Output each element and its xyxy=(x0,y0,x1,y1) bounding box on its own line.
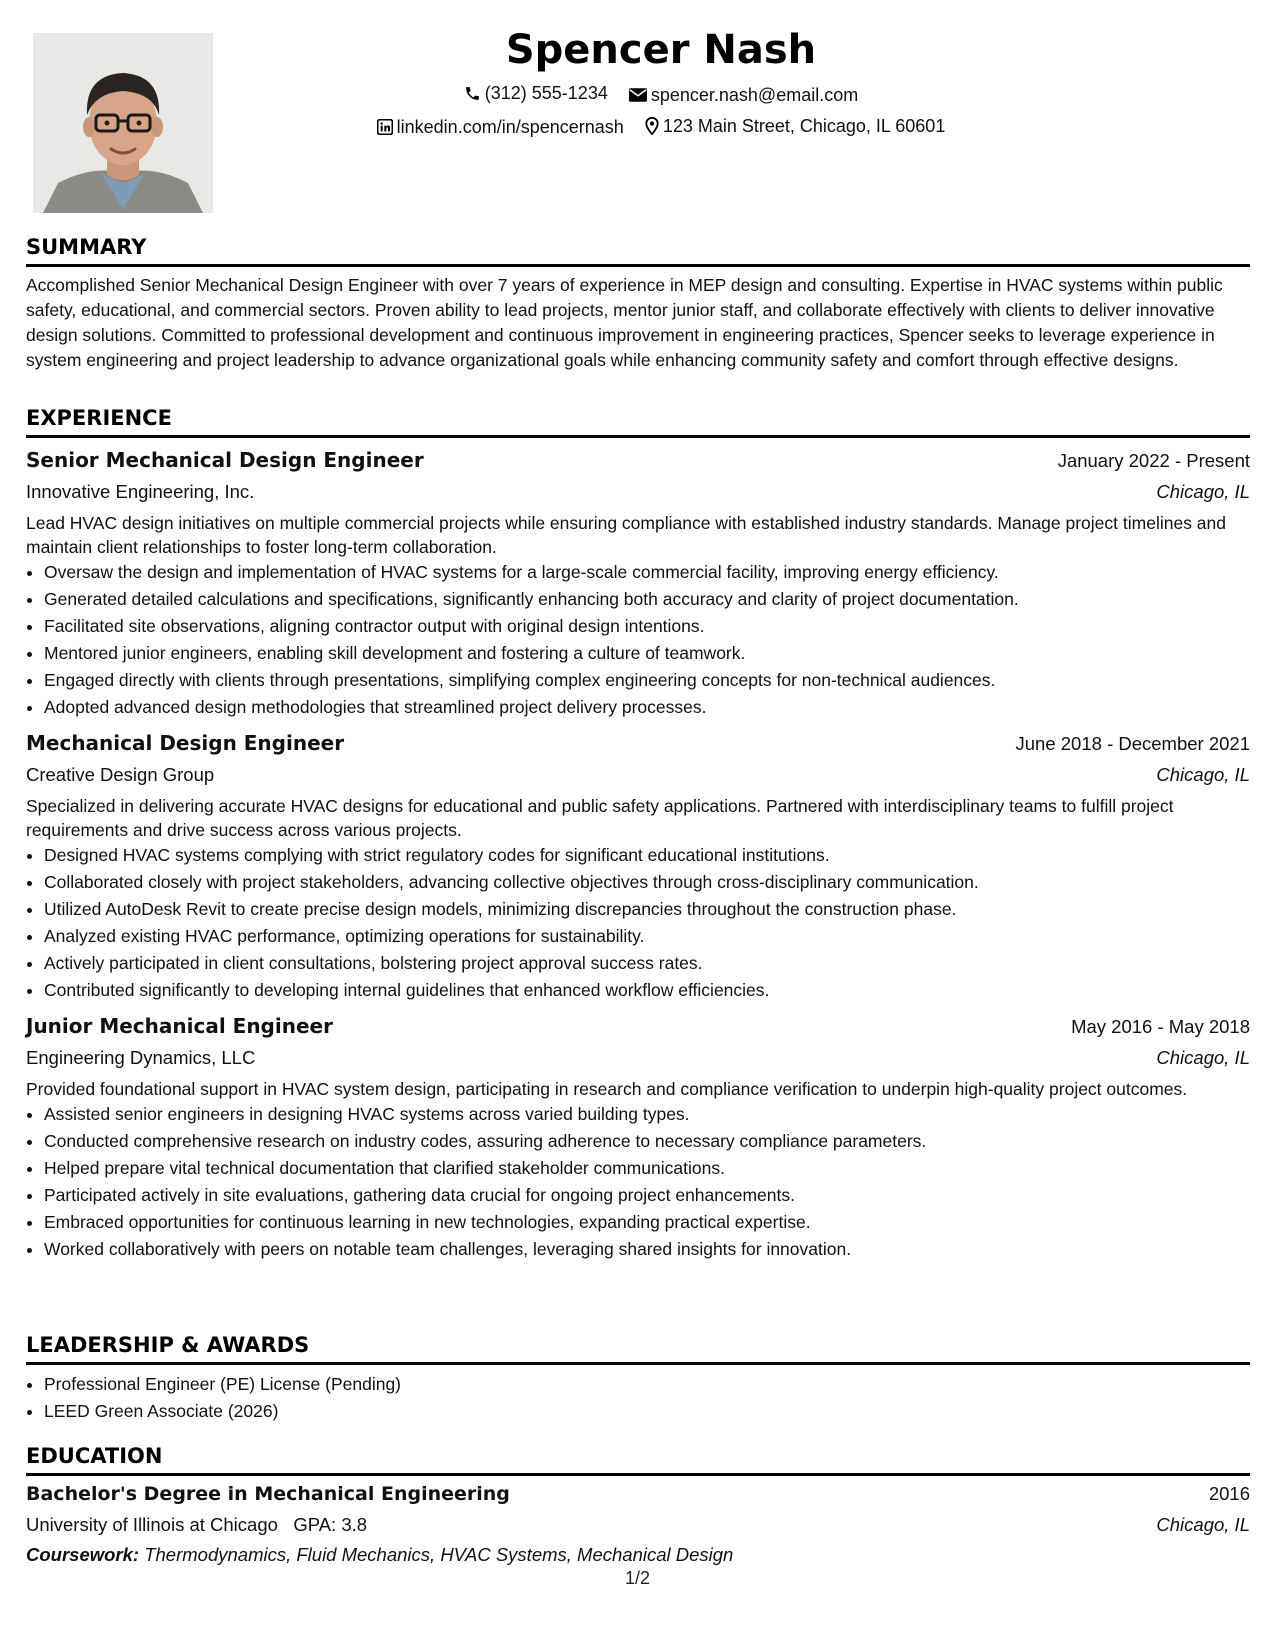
list-item: • Mentored junior engineers, enabling skill development and fostering a culture of teamwork. xyxy=(44,640,1250,667)
list-item: • Contributed significantly to developing internal guidelines that enhanced workflow efficiencies. xyxy=(44,977,1250,1004)
summary-section xyxy=(26,234,1250,373)
phone-number: (312) 555-1234 xyxy=(484,83,608,103)
list-item: • Worked collaboratively with peers on notable team challenges, leveraging shared insights for innovation. xyxy=(44,1236,1250,1263)
awards-list xyxy=(26,1371,1250,1425)
phone-icon xyxy=(464,85,481,102)
list-item: • Engaged directly with clients through presentations, simplifying complex engineering concepts for non-technical audiences. xyxy=(44,667,1250,694)
company-name: Innovative Engineering, Inc. xyxy=(26,481,255,502)
job-title: Junior Mechanical Engineer xyxy=(26,1014,333,1038)
job-entry xyxy=(26,444,1250,721)
job-company-row xyxy=(26,1043,1250,1073)
leadership-section xyxy=(26,1332,1250,1425)
linkedin-icon xyxy=(377,119,393,135)
job-location: Chicago, IL xyxy=(1156,1047,1250,1068)
section-title-education: EDUCATION xyxy=(26,1443,1250,1476)
job-location: Chicago, IL xyxy=(1156,481,1250,502)
section-title-summary: SUMMARY xyxy=(26,234,1250,267)
job-bullets xyxy=(26,1101,1250,1263)
job-location: Chicago, IL xyxy=(1156,764,1250,785)
list-item: • Participated actively in site evaluations, gathering data crucial for ongoing project enhancements. xyxy=(44,1182,1250,1209)
job-entry xyxy=(26,1010,1250,1263)
school-name: University of Illinois at Chicago xyxy=(26,1514,278,1535)
coursework-list: Thermodynamics, Fluid Mechanics, HVAC Systems, Mechanical Design xyxy=(144,1544,734,1565)
job-entry xyxy=(26,727,1250,1004)
list-item: • Generated detailed calculations and specifications, significantly enhancing both accuracy and clarity of project documentation. xyxy=(44,586,1250,613)
profile-photo xyxy=(33,33,213,213)
job-dates: January 2022 - Present xyxy=(1057,450,1250,471)
list-item: • Collaborated closely with project stakeholders, advancing collective objectives through cross-disciplinary communication. xyxy=(44,869,1250,896)
contact-line-2 xyxy=(226,111,1096,144)
job-bullets xyxy=(26,842,1250,1004)
job-bullets xyxy=(26,559,1250,721)
degree-row xyxy=(26,1478,1250,1510)
candidate-name: Spencer Nash xyxy=(505,27,817,73)
resume-header xyxy=(226,22,1096,144)
job-title: Senior Mechanical Design Engineer xyxy=(26,448,424,472)
linkedin-contact[interactable] xyxy=(377,112,624,142)
list-item: • Analyzed existing HVAC performance, optimizing operations for sustainability. xyxy=(44,923,1250,950)
coursework-line xyxy=(26,1540,1250,1570)
page-number: 1/2 xyxy=(624,1568,651,1588)
degree-name: Bachelor's Degree in Mechanical Engineering xyxy=(26,1483,510,1505)
portrait-image xyxy=(33,33,213,213)
list-item: • Professional Engineer (PE) License (Pending) xyxy=(44,1371,1250,1398)
list-item: • Utilized AutoDesk Revit to create precise design models, minimizing discrepancies throughout the construction phase. xyxy=(44,896,1250,923)
job-header-row xyxy=(26,727,1250,760)
job-description: Lead HVAC design initiatives on multiple commercial projects while ensuring compliance with established industry standards. Manage project timelines and maintain client relationships to foster long-term collaboration. xyxy=(26,513,1226,557)
gpa: GPA: 3.8 xyxy=(293,1514,368,1535)
list-item: • Adopted advanced design methodologies that streamlined project delivery processes. xyxy=(44,694,1250,721)
street-address: 123 Main Street, Chicago, IL 60601 xyxy=(662,115,946,136)
job-description: Provided foundational support in HVAC system design, participating in research and compliance verification to underpin high-quality project outcomes. xyxy=(26,1079,1188,1099)
email-address[interactable]: spencer.nash@email.com xyxy=(650,84,859,105)
experience-section xyxy=(26,405,1250,1263)
list-item: • Facilitated site observations, aligning contractor output with original design intentions. xyxy=(44,613,1250,640)
education-section xyxy=(26,1443,1250,1570)
job-dates: May 2016 - May 2018 xyxy=(1071,1016,1250,1037)
company-name: Engineering Dynamics, LLC xyxy=(26,1047,256,1068)
list-item: • Actively participated in client consultations, bolstering project approval success rates. xyxy=(44,950,1250,977)
section-title-leadership: LEADERSHIP & AWARDS xyxy=(26,1332,1250,1365)
address-contact xyxy=(645,111,946,141)
school-location: Chicago, IL xyxy=(1156,1514,1250,1535)
job-description: Specialized in delivering accurate HVAC designs for educational and public safety applications. Partnered with interdisciplinary teams to fulfill project requirements and drive success across various projects. xyxy=(26,796,1174,840)
list-item: • Helped prepare vital technical documentation that clarified stakeholder communications. xyxy=(44,1155,1250,1182)
map-marker-icon xyxy=(645,117,659,135)
company-name: Creative Design Group xyxy=(26,764,215,785)
job-company-row xyxy=(26,477,1250,507)
envelope-icon xyxy=(629,88,647,102)
section-title-experience: EXPERIENCE xyxy=(26,405,1250,438)
job-header-row xyxy=(26,444,1250,477)
job-company-row xyxy=(26,760,1250,790)
job-header-row xyxy=(26,1010,1250,1043)
job-dates: June 2018 - December 2021 xyxy=(1015,733,1250,754)
list-item: • Embraced opportunities for continuous learning in new technologies, expanding practical expertise. xyxy=(44,1209,1250,1236)
job-title: Mechanical Design Engineer xyxy=(26,731,345,755)
contact-line-1 xyxy=(226,78,1096,111)
summary-text: Accomplished Senior Mechanical Design Engineer with over 7 years of experience in MEP design and consulting. Expertise in HVAC systems within public safety, educational, and commercial sectors. Proven ability to lead projects, mentor junior staff, and collaborate effectively with clients to deliver innovative design solutions. Committed to professional development and continuous improvement in engineering practices, Spencer seeks to leverage experience in system engineering and project leadership to advance organizational goals while enhancing community safety and comfort through effective designs. xyxy=(26,275,1223,370)
list-item: • Oversaw the design and implementation of HVAC systems for a large-scale commercial facility, improving energy efficiency. xyxy=(44,559,1250,586)
list-item: • Designed HVAC systems complying with strict regulatory codes for significant educational institutions. xyxy=(44,842,1250,869)
school-info xyxy=(26,1510,367,1540)
phone-contact xyxy=(464,78,608,108)
email-contact[interactable] xyxy=(629,80,858,110)
list-item: • Assisted senior engineers in designing HVAC systems across varied building types. xyxy=(44,1101,1250,1128)
list-item: • Conducted comprehensive research on industry codes, assuring adherence to necessary compliance parameters. xyxy=(44,1128,1250,1155)
graduation-year: 2016 xyxy=(1208,1483,1250,1504)
school-row xyxy=(26,1510,1250,1540)
coursework-label: Coursework: xyxy=(26,1544,140,1565)
list-item: • LEED Green Associate (2026) xyxy=(44,1398,1250,1425)
linkedin-url[interactable]: linkedin.com/in/spencernash xyxy=(396,116,624,137)
